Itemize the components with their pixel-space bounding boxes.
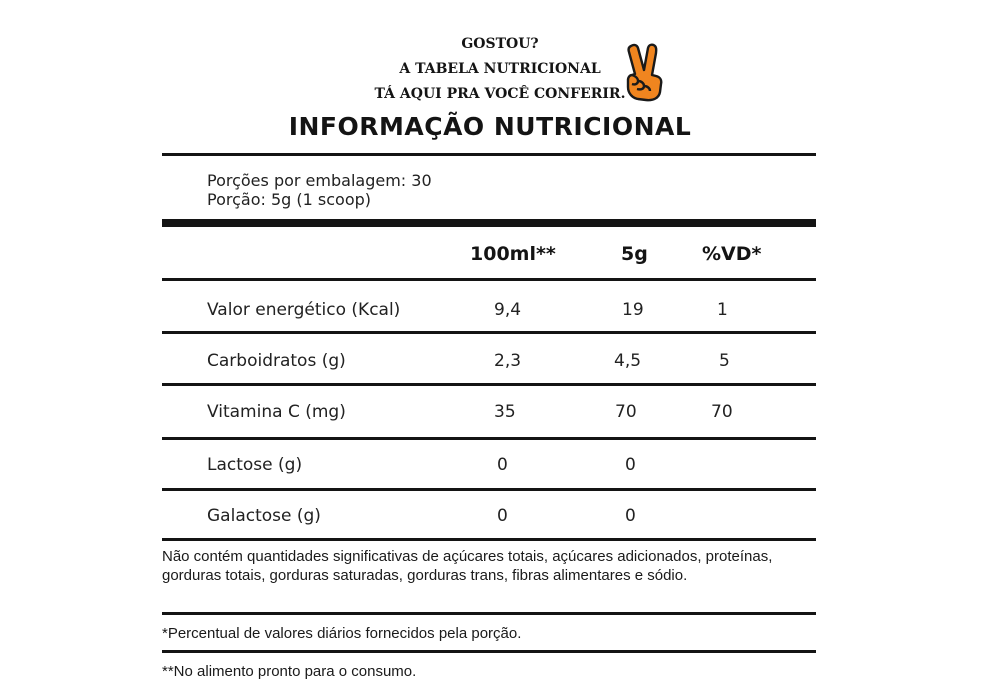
row-value-5g: 0 (625, 455, 636, 475)
row-label: Galactose (g) (207, 506, 321, 526)
row-divider (162, 488, 816, 491)
row-label: Vitamina C (mg) (207, 402, 346, 422)
insignificant-note: Não contém quantidades significativas de açúcares totais, açúcares adicionados, proteínas, gorduras totais, gorduras saturadas, gorduras trans, fibras alimentares e sódio. (162, 548, 773, 584)
rule-note (162, 612, 816, 615)
row-value-vd: 70 (711, 402, 733, 422)
row-value-100ml: 2,3 (494, 351, 522, 371)
column-header-vd: %VD* (702, 243, 762, 265)
row-value-100ml: 0 (497, 506, 508, 526)
row-label: Carboidratos (g) (207, 351, 346, 371)
ready-to-eat-note: **No alimento pronto para o consumo. (162, 663, 417, 680)
row-divider (162, 538, 816, 541)
row-divider (162, 437, 816, 440)
row-value-100ml: 0 (497, 455, 508, 475)
column-header-5g: 5g (621, 243, 648, 265)
header-line-1: GOSTOU? (461, 36, 539, 52)
row-value-5g: 0 (625, 506, 636, 526)
row-value-vd: 1 (717, 300, 728, 320)
row-value-5g: 4,5 (614, 351, 642, 371)
row-value-5g: 19 (622, 300, 644, 320)
promo-header (0, 32, 1000, 107)
row-divider (162, 331, 816, 334)
table-title: INFORMAÇÃO NUTRICIONAL (288, 112, 692, 141)
row-value-5g: 70 (615, 402, 637, 422)
row-label: Lactose (g) (207, 455, 303, 475)
daily-values-note: *Percentual de valores diários fornecidos pela porção. (162, 625, 522, 642)
header-line-3: TÁ AQUI PRA VOCÊ CONFERIR. (374, 86, 626, 102)
rule-note (162, 650, 816, 653)
header-line-2: A TABELA NUTRICIONAL (399, 61, 601, 77)
row-value-100ml: 35 (494, 402, 516, 422)
column-header-100ml: 100ml** (470, 243, 556, 265)
serving-size: Porção: 5g (1 scoop) (207, 190, 371, 209)
servings-per-package: Porções por embalagem: 30 (207, 171, 432, 190)
victory-hand-icon (622, 42, 668, 102)
row-label: Valor energético (Kcal) (207, 300, 401, 320)
row-divider (162, 383, 816, 386)
rule-thick (162, 219, 816, 227)
row-value-100ml: 9,4 (494, 300, 522, 320)
row-value-vd: 5 (719, 351, 730, 371)
rule-top (162, 153, 816, 156)
rule-header (162, 278, 816, 281)
